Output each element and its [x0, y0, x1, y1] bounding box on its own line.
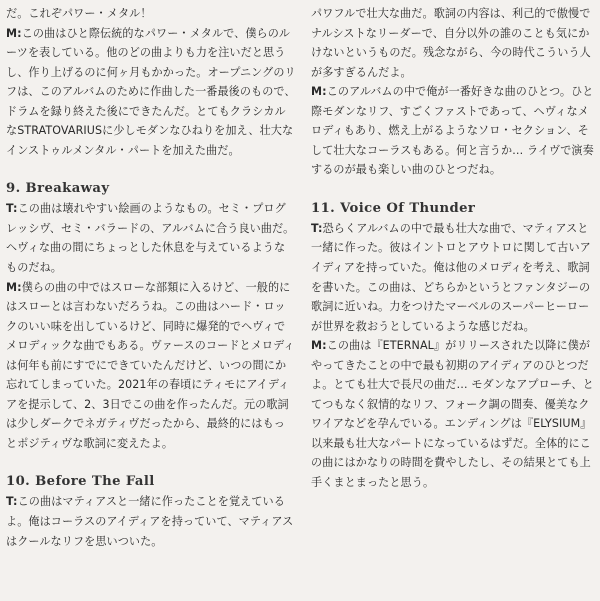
speaker-label: T: — [6, 202, 18, 216]
right-column — [311, 4, 597, 493]
speaker-label: T: — [311, 221, 323, 235]
paragraph: M:僕らの曲の中ではスローな部類に入るけど、一般的にはスローとは言わないだろうね。この曲はハード・ロックのいい味を出しているけど、同時に爆発的でヘヴィでメロディックな曲でもある。ヴァースのコードとメロディは何年も前にすでにできていたんだけど、いつの間にか忘れてしまっていた。2021年の春頃にティモにアイディアを提示して、2、3日でこの曲を作ったんだ。元の歌詞は少しダークでネガティヴだったから、最終的にはもっとポジティヴな歌詞に変えたよ。 — [6, 280, 295, 450]
speaker-label: M: — [6, 280, 22, 294]
left-column — [6, 4, 296, 551]
paragraph: M:この曲は『ETERNAL』がリリースされた以降に僕がやってきたことの中で最も初期のアイディアのひとつだよ。とても壮大で長尺の曲だ… モダンなアプローチ、とてつもなく叙情的なリフ、フォーク調の間奏、優美なクワイアなどを孕んでいる。エンディングは『ELYSIUM』以来最も壮大なパートになっているはずだ。全体的にこの曲にはかなりの時間を費やしたし、その結果とても上手くまとまったと思う。 — [311, 339, 594, 490]
speaker-label: M: — [6, 26, 22, 40]
paragraph: T:この曲はマティアスと一緒に作ったことを覚えているよ。俺はコーラスのアイディアを持っていて、マティアスはクールなリフを思いついた。 — [6, 495, 294, 548]
speaker-label: T: — [6, 495, 18, 509]
paragraph: T:この曲は壊れやすい絵画のようなもの。セミ・プログレッシヴ、セミ・バラードの、アルバムに合う良い曲だ。ヘヴィな曲の間にちょっとした休息を与えているようなものだね。 — [6, 202, 295, 275]
speaker-label: M: — [311, 339, 327, 353]
paragraph: パワフルで壮大な曲だ。歌詞の内容は、利己的で傲慢でナルシストなリーダーで、自分以外の誰のことも気にかけないというものだ。残念ながら、今の時代こういう人が多すぎるんだよ。 — [311, 7, 591, 79]
paragraph: T:恐らくアルバムの中で最も壮大な曲で、マティアスと一緒に作った。彼はイントロとアウトロに関して古いアイディアを持っていた。俺は他のメロディを考え、歌詞を書いた。この曲は、どちらかというとファンタジーの歌詞に近いね。力をつけたマーベルのスーパーヒーローが世界を救おうとしているような感じだね。 — [311, 221, 591, 333]
paragraph: だ。これぞパワー・メタル！ — [6, 7, 152, 20]
song-title: 9. Breakaway — [6, 181, 110, 197]
speaker-label: M: — [311, 85, 327, 99]
paragraph: M:このアルバムの中で俺が一番好きな曲のひとつ。ひと際モダンなリフ、すごくファストであって、ヘヴィなメロディもあり、燃え上がるようなソロ・セクション、そして壮大なコーラスもある。何と言うか… ライヴで演奏するのが最も楽しい曲のひとつだね。 — [311, 85, 594, 177]
song-title: 11. Voice Of Thunder — [311, 200, 476, 216]
song-title: 10. Before The Fall — [6, 474, 155, 490]
paragraph: M:この曲はひと際伝統的なパワー・メタルで、僕らのルーツを表している。他のどの曲よりも力を注いだと思うし、作り上げるのに何ヶ月もかかった。オープニングのリフは、このアルバムのために作曲した一番最後のもので、ドラムを録り終えた後にできたんだ。とてもクラシカルなSTRATOVARIUSに少しモダンなひねりを加え、壮大なインストゥルメンタル・パートを加えた曲だ。 — [6, 26, 296, 157]
